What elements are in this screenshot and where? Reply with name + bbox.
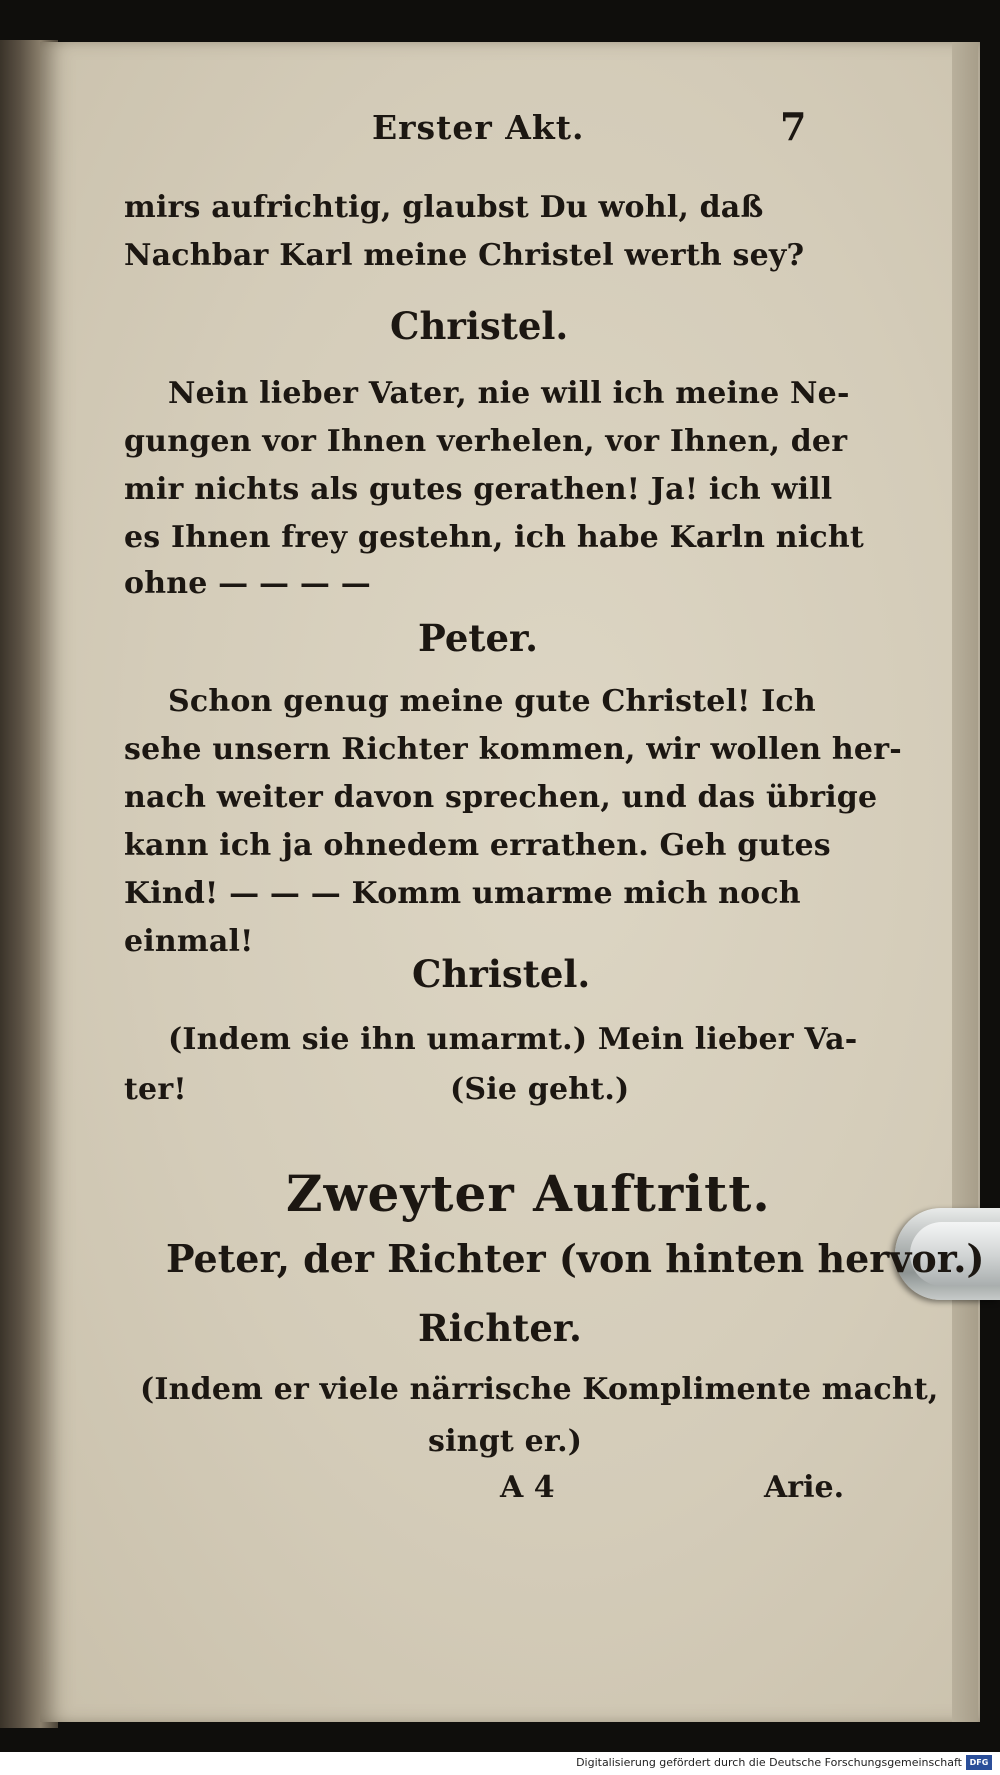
text-line: es Ihnen frey gestehn, ich habe Karln nicht (124, 520, 864, 555)
text-line: (Indem sie ihn umarmt.) Mein lieber Va- (168, 1022, 858, 1057)
text-line: Schon genug meine gute Christel! Ich (168, 684, 816, 719)
speaker-name: Christel. (412, 952, 591, 996)
cast-line: Peter, der Richter (von hinten hervor.) (166, 1236, 985, 1281)
text-line: kann ich ja ohnedem errathen. Geh gutes (124, 828, 831, 863)
text-line: Nachbar Karl meine Christel werth sey? (124, 238, 805, 273)
text-line: einmal! (124, 924, 254, 959)
stage-direction: (Indem er viele närrische Komplimente macht, (140, 1372, 939, 1407)
text-line: gungen vor Ihnen verhelen, vor Ihnen, der (124, 424, 848, 459)
stage-direction: (Sie geht.) (450, 1072, 630, 1107)
speaker-name: Peter. (418, 616, 538, 660)
scene-title: Zweyter Auftritt. (286, 1164, 771, 1223)
running-head: Erster Akt. (372, 108, 585, 147)
text-line: sehe unsern Richter kommen, wir wollen her- (124, 732, 902, 767)
page-number: 7 (780, 104, 807, 149)
catchword: Arie. (764, 1470, 845, 1505)
text-line: Kind! — — — Komm umarme mich noch (124, 876, 801, 911)
stage-direction: singt er.) (428, 1424, 583, 1459)
page-edge (952, 42, 978, 1722)
text-line: nach weiter davon sprechen, und das übrige (124, 780, 878, 815)
text-line: mirs aufrichtig, glaubst Du wohl, daß (124, 190, 764, 225)
footer-credit: Digitalisierung gefördert durch die Deutsche Forschungsgemeinschaft (576, 1756, 962, 1769)
signature-mark: A 4 (500, 1470, 555, 1505)
text-line: ter! (124, 1072, 187, 1107)
text-line: ohne — — — — (124, 566, 371, 601)
text-line: mir nichts als gutes gerathen! Ja! ich will (124, 472, 833, 507)
text-line: Nein lieber Vater, nie will ich meine Ne- (168, 376, 850, 411)
speaker-name: Richter. (418, 1306, 582, 1350)
speaker-name: Christel. (390, 304, 569, 348)
dfg-logo-icon: DFG (966, 1755, 992, 1770)
